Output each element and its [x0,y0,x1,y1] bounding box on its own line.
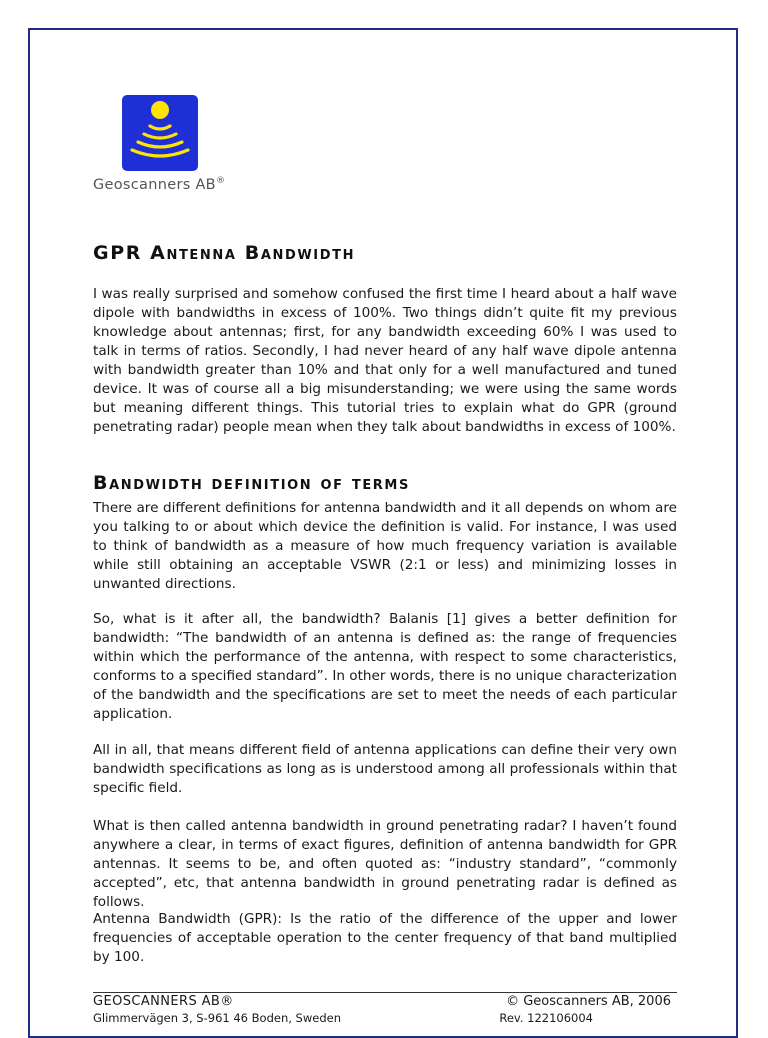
paragraph: Antenna Bandwidth (GPR): Is the ratio of the difference of the upper and lower frequencies of acceptable operation to the center frequency of that band multiplied by 100. [93,911,677,965]
footer-revision: Rev. 122106004 [499,1011,593,1025]
page-title: GPR Antenna Bandwidth [93,242,356,264]
footer-address: Glimmervägen 3, S-961 46 Boden, Sweden [93,1011,341,1025]
intro-paragraph: I was really surprised and somehow confused the first time I heard about a half wave dipole with bandwidths in excess of 100%. Two things didn’t quite fit my previous knowledge about antennas; first, for any bandwidth exceeding 60% I was used to talk in terms of ratios. Secondly, I had never heard of any half wave dipole antenna with bandwidth greater than 10% and that only for a well manufactured and tuned device. It was of course all a big misunderstanding; we were using the same words but meaning different things. This tutorial tries to explain what do GPR (ground penetrating radar) people mean when they talk about bandwidths in excess of 100%. [93,286,677,435]
footer-company: GEOSCANNERS AB® [93,994,234,1009]
paragraph: What is then called antenna bandwidth in ground penetrating radar? I haven’t found anywhere a clear, in terms of exact figures, definition of antenna bandwidth for GPR antennas. It seems to be, and often quoted as: “industry standard”, “commonly accepted”, etc, that antenna bandwidth in ground penetrating radar is defined as follows. [93,818,677,910]
paragraph: So, what is it after all, the bandwidth? Balanis [1] gives a better definition for bandwidth: “The bandwidth of an antenna is defined as: the range of frequencies within which the performance of the antenna, with respect to some characteristics, conforms to a specified standard”. In other words, there is no unique characterization of the bandwidth and the specifications are set to meet the needs of each particular application. [93,611,677,722]
footer-copyright: © Geoscanners AB, 2006 [506,994,671,1009]
section-heading: Bandwidth definition of terms [93,472,410,494]
brand-name: Geoscanners AB® [93,176,226,193]
footer-divider [93,992,677,993]
geoscanners-logo-icon [122,95,198,171]
paragraph: All in all, that means different field of antenna applications can define their very own bandwidth specifications as long as is understood among all professionals within that specific field. [93,742,677,796]
paragraph: There are different definitions for antenna bandwidth and it all depends on whom are you talking to or about which device the definition is valid. For instance, I was used to think of bandwidth as a measure of how much frequency variation is available while still obtaining an acceptable VSWR (2:1 or less) and minimizing losses in unwanted directions. [93,500,677,592]
